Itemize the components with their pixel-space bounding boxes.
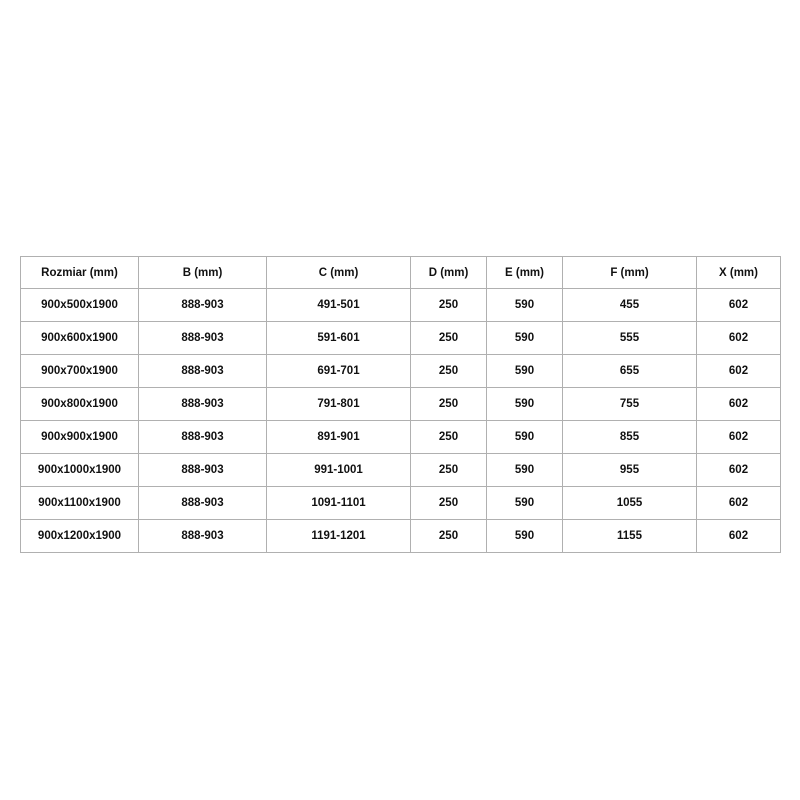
cell-size: 900x900x1900 — [21, 421, 139, 454]
column-header-e: E (mm) — [487, 257, 563, 289]
cell-c: 591-601 — [267, 322, 411, 355]
cell-size: 900x1100x1900 — [21, 487, 139, 520]
cell-x: 602 — [697, 421, 781, 454]
cell-b: 888-903 — [139, 487, 267, 520]
cell-x: 602 — [697, 388, 781, 421]
cell-b: 888-903 — [139, 454, 267, 487]
cell-size: 900x1200x1900 — [21, 520, 139, 553]
cell-f: 655 — [563, 355, 697, 388]
table-row — [21, 520, 781, 553]
cell-size: 900x800x1900 — [21, 388, 139, 421]
cell-e: 590 — [487, 520, 563, 553]
cell-c: 791-801 — [267, 388, 411, 421]
cell-e: 590 — [487, 355, 563, 388]
cell-e: 590 — [487, 487, 563, 520]
table-row — [21, 487, 781, 520]
cell-d: 250 — [411, 289, 487, 322]
cell-c: 991-1001 — [267, 454, 411, 487]
cell-b: 888-903 — [139, 388, 267, 421]
cell-x: 602 — [697, 289, 781, 322]
column-header-f: F (mm) — [563, 257, 697, 289]
cell-c: 1091-1101 — [267, 487, 411, 520]
cell-b: 888-903 — [139, 322, 267, 355]
cell-c: 691-701 — [267, 355, 411, 388]
cell-x: 602 — [697, 454, 781, 487]
spec-table-container — [20, 256, 780, 553]
table-row — [21, 421, 781, 454]
cell-e: 590 — [487, 322, 563, 355]
table-row — [21, 388, 781, 421]
cell-x: 602 — [697, 355, 781, 388]
column-header-x: X (mm) — [697, 257, 781, 289]
cell-d: 250 — [411, 454, 487, 487]
cell-f: 1055 — [563, 487, 697, 520]
table-row — [21, 454, 781, 487]
cell-b: 888-903 — [139, 520, 267, 553]
cell-d: 250 — [411, 355, 487, 388]
cell-f: 455 — [563, 289, 697, 322]
table-row — [21, 289, 781, 322]
cell-c: 891-901 — [267, 421, 411, 454]
cell-c: 491-501 — [267, 289, 411, 322]
cell-size: 900x1000x1900 — [21, 454, 139, 487]
cell-x: 602 — [697, 322, 781, 355]
cell-size: 900x600x1900 — [21, 322, 139, 355]
cell-f: 555 — [563, 322, 697, 355]
dimensions-table — [20, 256, 781, 553]
cell-d: 250 — [411, 388, 487, 421]
cell-d: 250 — [411, 421, 487, 454]
table-body — [21, 289, 781, 553]
cell-d: 250 — [411, 322, 487, 355]
column-header-b: B (mm) — [139, 257, 267, 289]
cell-e: 590 — [487, 388, 563, 421]
table-row — [21, 355, 781, 388]
cell-e: 590 — [487, 289, 563, 322]
table-header-row — [21, 257, 781, 289]
cell-d: 250 — [411, 520, 487, 553]
cell-b: 888-903 — [139, 289, 267, 322]
table-row — [21, 322, 781, 355]
column-header-rozmiar: Rozmiar (mm) — [21, 257, 139, 289]
column-header-c: C (mm) — [267, 257, 411, 289]
column-header-d: D (mm) — [411, 257, 487, 289]
cell-b: 888-903 — [139, 421, 267, 454]
cell-size: 900x500x1900 — [21, 289, 139, 322]
cell-c: 1191-1201 — [267, 520, 411, 553]
table-head — [21, 257, 781, 289]
cell-x: 602 — [697, 520, 781, 553]
cell-f: 755 — [563, 388, 697, 421]
cell-f: 955 — [563, 454, 697, 487]
cell-size: 900x700x1900 — [21, 355, 139, 388]
cell-f: 855 — [563, 421, 697, 454]
cell-e: 590 — [487, 421, 563, 454]
cell-b: 888-903 — [139, 355, 267, 388]
cell-d: 250 — [411, 487, 487, 520]
cell-x: 602 — [697, 487, 781, 520]
cell-e: 590 — [487, 454, 563, 487]
cell-f: 1155 — [563, 520, 697, 553]
